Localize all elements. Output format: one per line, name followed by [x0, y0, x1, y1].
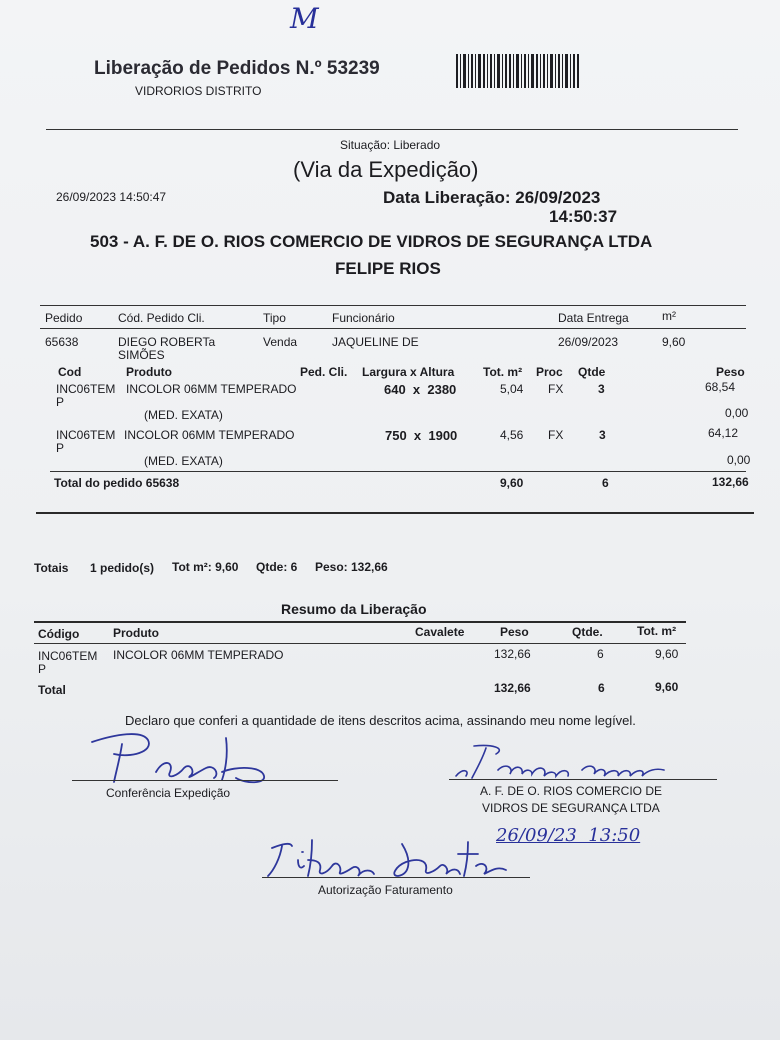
handwritten-signature-autorizacao: [262, 830, 512, 882]
order-total-rule: [50, 471, 746, 472]
order-total-m2: 9,60: [500, 476, 524, 490]
summary-col-peso: Peso: [500, 625, 529, 639]
item-produto: INCOLOR 06MM TEMPERADO: [126, 382, 297, 396]
item-sub: (MED. EXATA): [144, 408, 223, 422]
via-title: (Via da Expedição): [293, 157, 479, 182]
summary-codigo: INC06TEM: [38, 649, 98, 663]
declaration-text: Declaro que conferi a quantidade de itens descritos acima, assinando meu nome legível.: [125, 713, 636, 728]
order-data-entrega: 26/09/2023: [558, 335, 619, 349]
col-pedido: Pedido: [45, 311, 83, 325]
item-sub-peso: 0,00: [727, 453, 751, 467]
item-peso: 64,12: [708, 426, 739, 440]
signature-company-line1: A. F. DE O. RIOS COMERCIO DE: [480, 784, 663, 798]
order-total-label: Total do pedido 65638: [54, 476, 180, 490]
barcode-icon: [456, 54, 580, 88]
totals-qtde: Qtde: 6: [256, 560, 298, 574]
liberation-time: 14:50:37: [549, 207, 618, 226]
summary-produto: INCOLOR 06MM TEMPERADO: [113, 648, 284, 662]
summary-codigo-suffix: P: [38, 662, 47, 676]
summary-total-label: Total: [38, 683, 66, 697]
item-proc: FX: [548, 428, 564, 442]
order-funcionario: JAQUELINE DE: [332, 335, 419, 349]
order-m2: 9,60: [662, 335, 686, 349]
summary-tot-m2: 9,60: [655, 647, 679, 661]
order-total-peso: 132,66: [712, 475, 749, 489]
totals-peso: Peso: 132,66: [315, 560, 388, 574]
totals-m2: Tot m²: 9,60: [172, 560, 239, 574]
header-divider: [46, 129, 738, 130]
summary-col-produto: Produto: [113, 626, 159, 640]
order-header-rule: [40, 328, 746, 329]
signature-label-conferencia: Conferência Expedição: [106, 786, 231, 800]
summary-peso: 132,66: [494, 647, 531, 661]
signature-label-autorizacao: Autorização Faturamento: [318, 883, 453, 897]
liberation-date: Data Liberação: 26/09/2023: [383, 188, 601, 207]
totals-pedidos: 1 pedido(s): [90, 561, 155, 575]
items-col-tot-m2: Tot. m²: [483, 365, 523, 379]
item-proc: FX: [548, 382, 564, 396]
item-peso: 68,54: [705, 380, 736, 394]
summary-total-qtde: 6: [598, 681, 605, 695]
client-name: 503 - A. F. DE O. RIOS COMERCIO DE VIDROS DE SEGURANÇA LTDA: [90, 232, 653, 251]
items-col-qtde: Qtde: [578, 365, 606, 379]
item-sub: (MED. EXATA): [144, 454, 223, 468]
items-col-cod: Cod: [58, 365, 82, 379]
order-pedido: 65638: [45, 335, 79, 349]
item-tot-m2: 4,56: [500, 428, 524, 442]
summary-col-tot-m2: Tot. m²: [637, 624, 677, 638]
item-cod: INC06TEM: [56, 428, 116, 442]
order-top-rule: [40, 305, 746, 306]
col-funcionario: Funcionário: [332, 311, 395, 325]
signature-company-line2: VIDROS DE SEGURANÇA LTDA: [482, 801, 660, 815]
col-m2: m²: [662, 309, 676, 323]
summary-title: Resumo da Liberação: [281, 601, 427, 617]
document-subtitle: VIDRORIOS DISTRITO: [135, 84, 262, 98]
order-bottom-rule: [36, 512, 754, 514]
summary-total-tot-m2: 9,60: [655, 680, 679, 694]
totals-label: Totais: [34, 561, 69, 575]
order-cod-cli-1: DIEGO ROBERTa: [118, 335, 216, 349]
summary-col-cavalete: Cavalete: [415, 625, 465, 639]
summary-col-qtde: Qtde.: [572, 625, 603, 639]
item-sub-peso: 0,00: [725, 406, 749, 420]
items-col-produto: Produto: [126, 365, 172, 379]
order-cod-cli-2: SIMÕES: [118, 348, 165, 362]
col-tipo: Tipo: [263, 311, 286, 325]
signature-line-company: [449, 779, 717, 780]
item-dims: 750 x 1900: [385, 428, 458, 443]
handwritten-date: 26/09/23 13:50: [496, 825, 641, 846]
items-col-ped-cli: Ped. Cli.: [300, 365, 348, 379]
item-produto: INCOLOR 06MM TEMPERADO: [124, 428, 295, 442]
document-title: Liberação de Pedidos N.º 53239: [94, 58, 380, 79]
items-col-proc: Proc: [536, 365, 563, 379]
item-cod-suffix: P: [56, 441, 65, 455]
summary-header-rule: [34, 643, 686, 644]
item-tot-m2: 5,04: [500, 382, 524, 396]
handwritten-signature-conferencia: [86, 728, 276, 788]
items-col-dims: Largura x Altura: [362, 365, 455, 379]
summary-total-peso: 132,66: [494, 681, 531, 695]
summary-top-rule: [34, 621, 686, 623]
col-cod-pedido-cli: Cód. Pedido Cli.: [118, 311, 205, 325]
item-qtde: 3: [598, 382, 605, 396]
signature-line-autorizacao: [262, 877, 530, 878]
handwritten-signature-company: [452, 740, 682, 782]
items-col-peso: Peso: [716, 365, 745, 379]
col-data-entrega: Data Entrega: [558, 311, 629, 325]
status-text: Situação: Liberado: [340, 138, 441, 152]
item-dims: 640 x 2380: [384, 382, 457, 397]
handwritten-mark: M: [290, 2, 319, 35]
print-datetime: 26/09/2023 14:50:47: [56, 190, 167, 204]
order-tipo: Venda: [263, 335, 298, 349]
item-cod-suffix: P: [56, 395, 65, 409]
order-total-qtde: 6: [602, 476, 609, 490]
item-cod: INC06TEM: [56, 382, 116, 396]
summary-col-codigo: Código: [38, 627, 80, 641]
summary-qtde: 6: [597, 647, 604, 661]
signature-line-conferencia: [72, 780, 338, 781]
item-qtde: 3: [599, 428, 606, 442]
client-contact: FELIPE RIOS: [335, 259, 441, 278]
